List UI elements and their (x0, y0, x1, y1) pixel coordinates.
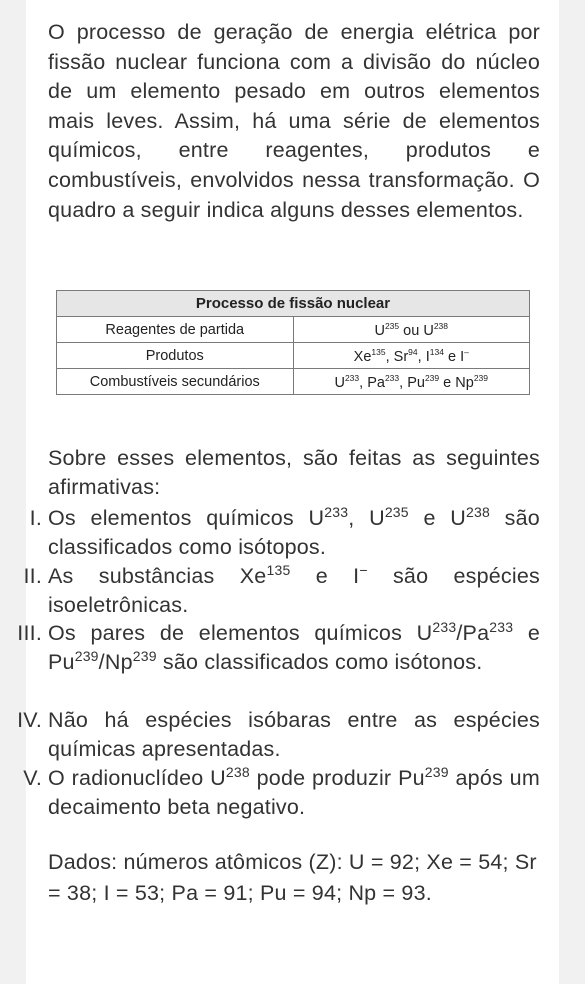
table-row (57, 343, 530, 369)
statement-number: II. (23, 564, 42, 588)
statement-number: III. (17, 621, 42, 645)
statement-number: IV. (17, 708, 42, 732)
statement-text: Não há espécies isóbaras entre as espécies químicas apresentadas. (48, 708, 540, 761)
table-row (57, 369, 530, 395)
statement-text: Os elementos químicos $U^{233}$, $U^{235}$ e $U^{238}$ são classificados como isótopos. (48, 504, 540, 559)
table-header-row (57, 291, 530, 317)
statement-text: Os pares de elementos químicos $U^{233}/Pa^{233}$ e Pu$^{239}$/Np$^{239}$ são classificados como isótonos. (48, 619, 540, 674)
intro-paragraph: O processo de geração de energia elétrica por fissão nuclear funciona com a divisão do núcleo de um elemento pesado em outros elementos mais leves. Assim, há uma série de elementos químicos, entre reagentes, produtos e combustíveis, envolvidos nessa transformação. O quadro a seguir indica alguns desses elementos. (48, 20, 540, 222)
table-row (57, 317, 530, 343)
row-value-reagents: $U^{235}$ ou $U^{238}$ (293, 317, 530, 343)
row-label: Produtos (57, 343, 294, 369)
atomic-numbers-data: Dados: números atômicos (Z): U = 92; Xe = 54; Sr = 38; I = 53; Pa = 91; Pu = 94; Np = 93. (48, 850, 537, 905)
fission-table (56, 290, 530, 395)
statement-number: V. (23, 766, 42, 790)
row-value-products: Xe$^{135}$, Sr$^{94}$, $I^{134}$ e I– (293, 343, 530, 369)
statements-lead: Sobre esses elementos, são feitas as seguintes afirmativas: (48, 446, 540, 499)
row-label: Reagentes de partida (57, 317, 294, 343)
statement-number: I. (29, 506, 42, 530)
table-title: Processo de fissão nuclear (57, 291, 530, 317)
row-value-secondary-fuels: $U^{233}$, Pa$^{233}$, Pu$^{239}$ e Np$^{239}$ (293, 369, 530, 395)
statement-text: O radionuclídeo $U^{238}$ pode produzir Pu$^{239}$ após um decaimento beta negativo. (48, 764, 540, 819)
row-label: Combustíveis secundários (57, 369, 294, 395)
statement-text: As substâncias Xe$^{135}$ e I− são espécies isoeletrônicas. (48, 562, 540, 617)
